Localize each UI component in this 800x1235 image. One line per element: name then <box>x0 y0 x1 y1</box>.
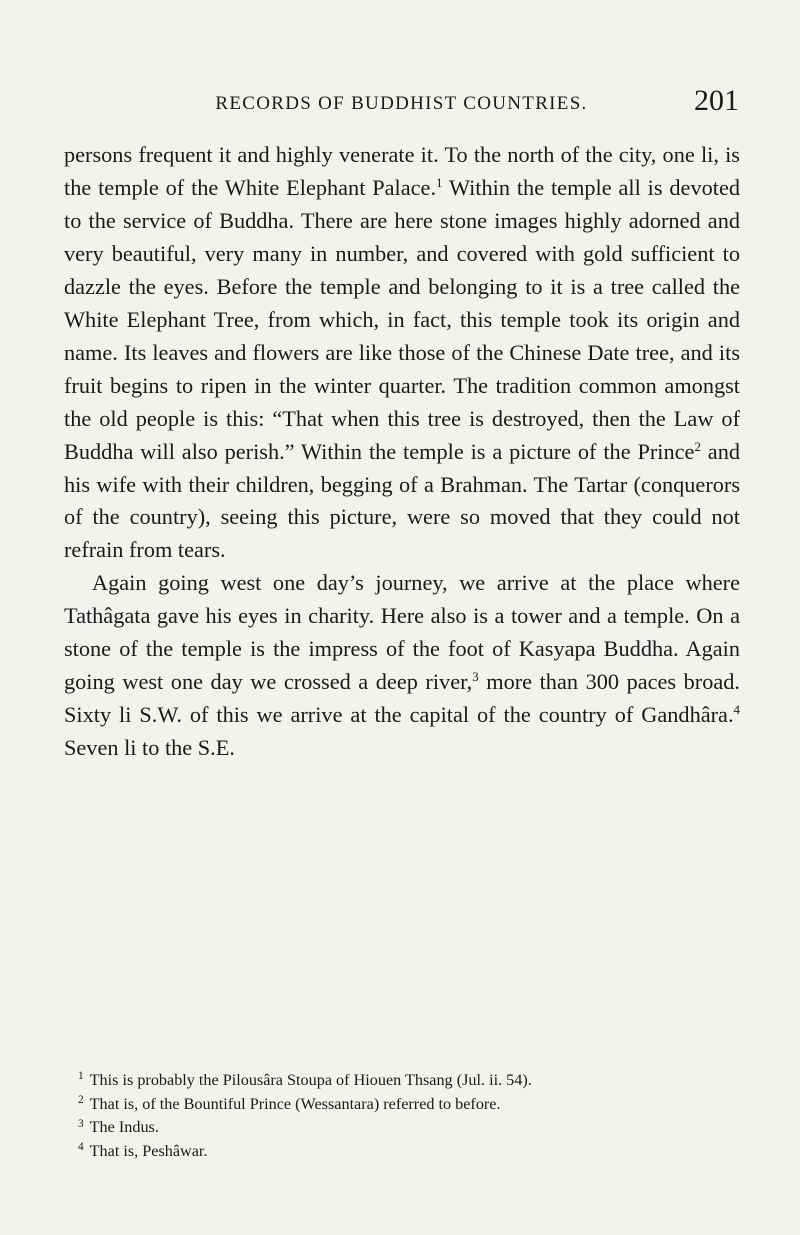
paragraph-text: and his wife with their children, begging of a Brahman. The Tartar (conquerors of the country), seeing this picture, were so moved that they could not refrain from tears. <box>64 438 740 563</box>
paragraph <box>64 139 740 567</box>
footnote <box>64 1069 740 1093</box>
footnote-reference: 1 <box>436 174 443 190</box>
footnote-reference: 4 <box>733 702 740 718</box>
footnotes <box>64 1069 740 1163</box>
footnote <box>64 1116 740 1140</box>
paragraph-text: Again going west one day’s journey, we arrive at the place where Tathâgata gave his eyes in charity. Here also is a tower and a temple. On a stone of the temple is the impress of the foot of Kasyapa Buddha. Again going west one day we crossed a deep river, <box>64 570 740 695</box>
page-number: 201 <box>694 84 739 117</box>
footnote-reference: 2 <box>694 438 701 454</box>
body-text <box>64 139 740 765</box>
footnote-number: 1 <box>78 1070 84 1083</box>
paragraph-text: persons frequent it and highly venerate it. To the north of the city, one li, is the temple of the White Elephant Palace. <box>64 142 740 200</box>
footnote-text: This is probably the Pilousâra Stoupa of Hiouen Thsang (Jul. ii. 54). <box>89 1071 532 1089</box>
footnote <box>64 1093 740 1117</box>
footnote-number: 3 <box>78 1117 84 1130</box>
footnote <box>64 1140 740 1164</box>
footnote-number: 4 <box>78 1141 84 1154</box>
footnote-text: That is, Peshâwar. <box>89 1141 208 1160</box>
running-title: RECORDS OF BUDDHIST COUNTRIES. <box>215 93 588 114</box>
paragraph-text: Seven li to the S.E. <box>64 735 235 761</box>
paragraph-text: Within the temple all is devoted to the service of Buddha. There are here stone images highly adorned and very beautiful, very many in number, and covered with gold sufficient to dazzle the eyes. Before the temple and belonging to it is a tree called the White Elephant Tree, from which, in fact, this temple took its origin and name. Its leaves and flowers are like those of the Chinese Date tree, and its fruit begins to ripen in the winter quarter. The tradition common amongst the old people is this: “That when this tree is destroyed, then the Law of Buddha will also perish.” Within the temple is a picture of the Prince <box>64 174 740 464</box>
paragraph-text: more than 300 paces broad. Sixty li S.W. of this we arrive at the capital of the country of Gandhâra. <box>64 669 741 728</box>
footnote-text: That is, of the Bountiful Prince (Wessantara) referred to before. <box>89 1094 501 1113</box>
paragraph <box>64 567 740 765</box>
running-head <box>64 85 739 121</box>
footnote-text: The Indus. <box>89 1118 159 1137</box>
footnote-number: 2 <box>78 1093 84 1106</box>
footnote-reference: 3 <box>472 669 479 685</box>
